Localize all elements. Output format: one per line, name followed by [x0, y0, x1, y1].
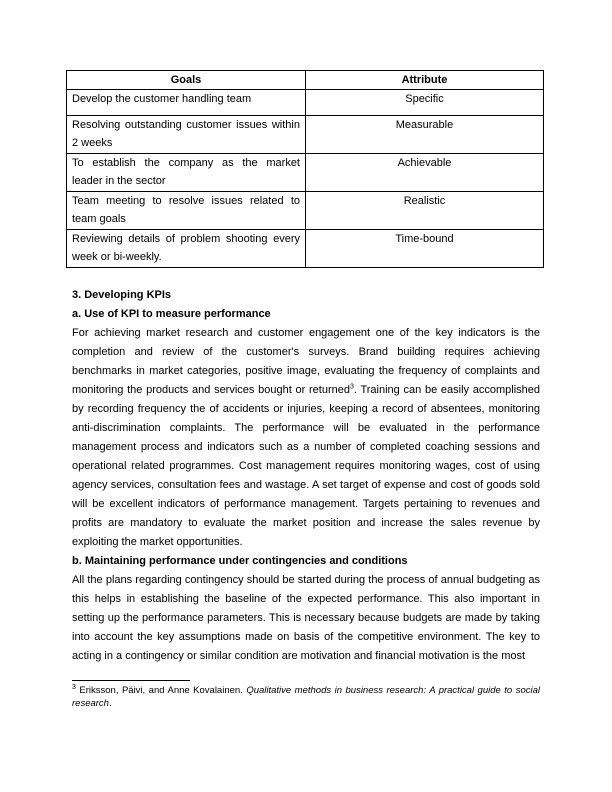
goal-line: Reviewing details of problem shooting every: [72, 233, 300, 245]
subheading-a: a. Use of KPI to measure performance: [72, 308, 271, 320]
footnote-number: 3: [72, 683, 76, 691]
goal-line: Team meeting to resolve issues related to: [72, 195, 300, 207]
goal-line: 2 weeks: [72, 137, 113, 149]
attribute-cell: Realistic: [306, 192, 544, 230]
attribute-cell: Time-bound: [306, 230, 544, 268]
section-heading: 3. Developing KPIs: [72, 289, 172, 301]
footnote-reference[interactable]: 3: [349, 383, 354, 391]
attribute-cell: Measurable: [306, 116, 544, 154]
goal-cell: [67, 116, 306, 154]
table-row: [67, 90, 544, 116]
body-text: [72, 286, 540, 666]
table-header-row: [67, 71, 544, 90]
goal-line: leader in the sector: [72, 175, 166, 187]
paragraph-contingency: All the plans regarding contingency should be started during the process of annual budgeting as this helps in establishing the baseline of the expected performance. This also important in setting up the performance parameters. This is necessary because budgets are made by taking into account the key assumptions made on basis of the competitive environment. The key to acting in a contingency or similar condition are motivation and financial motivation is the most: [72, 574, 540, 662]
footnote-title: Qualitative methods in business research: A practical guide to social research: [72, 685, 540, 709]
goal-cell: [67, 154, 306, 192]
header-goals: Goals: [67, 71, 306, 90]
paragraph-kpi-part1: For achieving market research and customer engagement one of the key indicators is the completion and review of the customer's surveys. Brand building requires achieving benchmarks in market categories, positive image, evaluating the frequency of complaints and monitoring the products and services bought or returned: [72, 327, 540, 396]
footnote: [72, 684, 540, 710]
attribute-cell: Achievable: [306, 154, 544, 192]
goal-line: week or bi-weekly.: [72, 251, 162, 263]
footnote-divider: [72, 680, 190, 681]
table-row: [67, 230, 544, 268]
table-row: [67, 192, 544, 230]
goal-line: team goals: [72, 213, 126, 225]
attribute-cell: Specific: [306, 90, 544, 116]
goal-cell: [67, 192, 306, 230]
goal-cell: Develop the customer handling team: [67, 90, 306, 116]
paragraph-kpi-part2: . Training can be easily accomplished by recording frequency the of accidents or injuries, keeping a record of absentees, monitoring anti-discrimination complaints. The performance will be evaluated in the performance management process and indicators such as a number of completed coaching sessions and operational related programmes. Cost management requires monitoring wages, cost of using agency services, consultation fees and wastage. A set target of expense and cost of goods sold will be excellent indicators of performance management. Targets pertaining to revenues and profits are mandatory to evaluate the market position and increase the sales revenue by exploiting the market opportunities.: [72, 384, 541, 548]
goals-table: [66, 70, 544, 268]
header-attribute: Attribute: [306, 71, 544, 90]
goal-line: Resolving outstanding customer issues within: [72, 119, 300, 131]
table-row: [67, 154, 544, 192]
footnote-end: .: [108, 698, 112, 709]
footnote-authors: Eriksson, Päivi, and Anne Kovalainen.: [75, 685, 247, 696]
paragraph-kpi: [72, 324, 540, 552]
goal-cell: [67, 230, 306, 268]
table-row: [67, 116, 544, 154]
subheading-b: b. Maintaining performance under contingencies and conditions: [72, 555, 408, 567]
goal-line: To establish the company as the market: [72, 157, 300, 169]
